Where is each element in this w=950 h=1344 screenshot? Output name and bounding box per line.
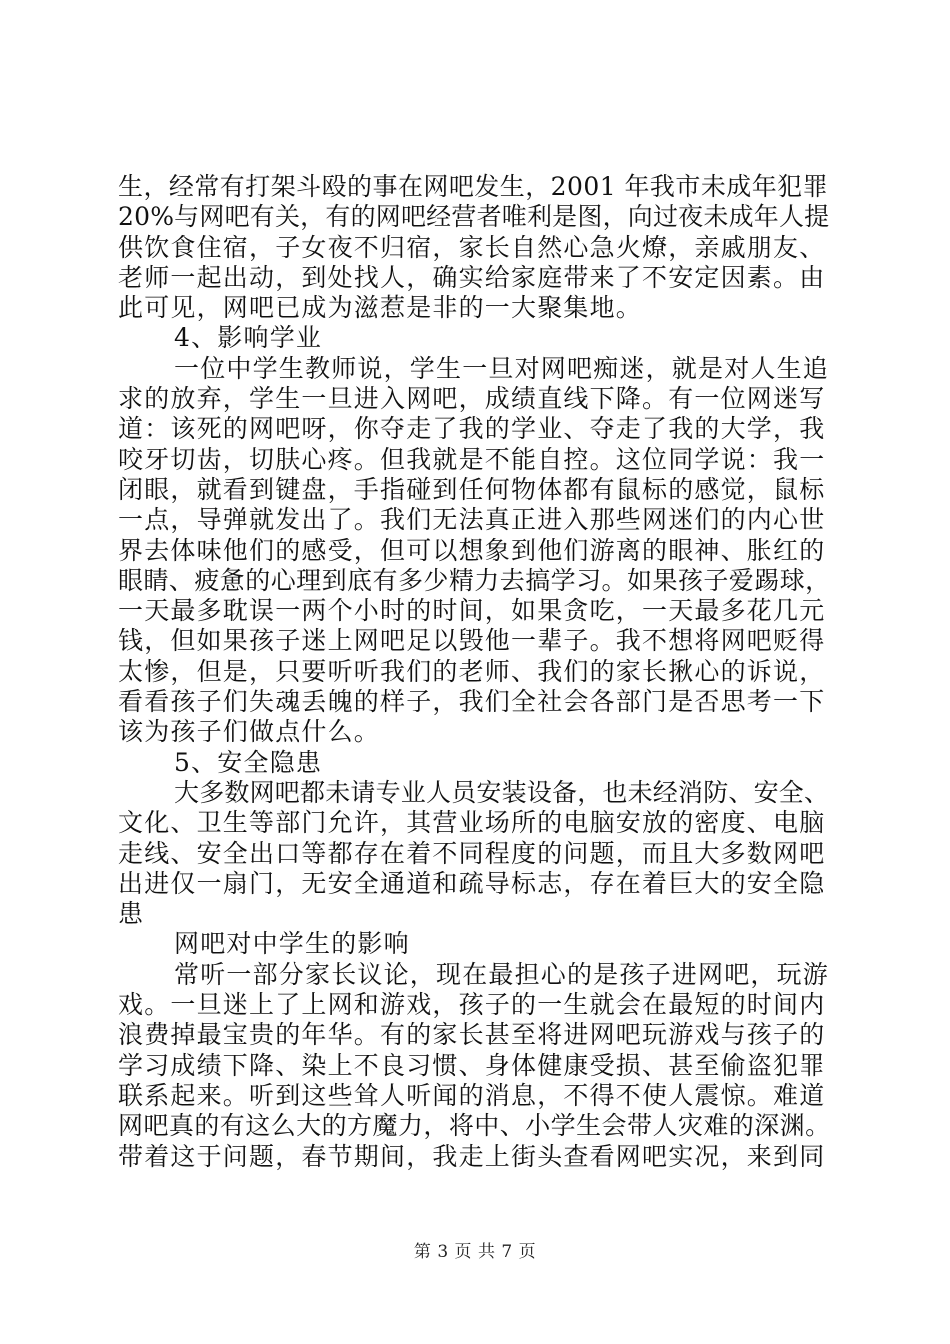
text-line: 供饮食住宿，子女夜不归宿，家长自然心急火燎，亲戚朋友、 bbox=[118, 232, 826, 262]
text-line: 咬牙切齿，切肤心疼。但我就是不能自控。这位同学说：我一 bbox=[118, 444, 826, 474]
text-line: 浪费掉最宝贵的年华。有的家长甚至将进网吧玩游戏与孩子的 bbox=[118, 1020, 826, 1050]
document-body bbox=[118, 172, 832, 1172]
text-line: 求的放弃，学生一旦进入网吧，成绩直线下降。有一位网迷写 bbox=[118, 384, 826, 414]
text-line: 出进仅一扇门，无安全通道和疏导标志，存在着巨大的安全隐 bbox=[118, 868, 826, 898]
text-line: 5、安全隐患 bbox=[174, 747, 323, 777]
text-line: 4、影响学业 bbox=[174, 323, 323, 353]
text-line: 太惨，但是，只要听听我们的老师、我们的家长揪心的诉说， bbox=[118, 656, 826, 686]
text-line: 联系起来。听到这些耸人听闻的消息，不得不使人震惊。难道 bbox=[118, 1080, 826, 1110]
text-line: 网吧对中学生的影响 bbox=[174, 929, 410, 959]
text-line: 网吧真的有这么大的方魔力，将中、小学生会带人灾难的深渊。 bbox=[118, 1111, 831, 1141]
text-line: 一位中学生教师说，学生一旦对网吧痴迷，就是对人生追 bbox=[174, 353, 830, 383]
text-line: 该为孩子们做点什么。 bbox=[118, 717, 381, 747]
text-line: 此可见，网吧已成为滋惹是非的一大聚集地。 bbox=[118, 293, 643, 323]
text-line: 患 bbox=[118, 899, 145, 929]
text-line: 学习成绩下降、染上不良习惯、身体健康受损、甚至偷盗犯罪 bbox=[118, 1050, 826, 1080]
text-line: 一点，导弹就发出了。我们无法真正进入那些网迷们的内心世 bbox=[118, 505, 826, 535]
text-line: 道：该死的网吧呀，你夺走了我的学业、夺走了我的大学，我 bbox=[118, 414, 826, 444]
text-line: 老师一起出动，到处找人，确实给家庭带来了不安定因素。由 bbox=[118, 262, 826, 292]
text-line: 戏。一旦迷上了上网和游戏，孩子的一生就会在最短的时间内 bbox=[118, 990, 826, 1020]
text-line: 闭眼，就看到键盘，手指碰到任何物体都有鼠标的感觉，鼠标 bbox=[118, 474, 826, 504]
text-line: 一天最多耽误一两个小时的时间，如果贪吃，一天最多花几元 bbox=[118, 596, 826, 626]
text-line: 生，经常有打架斗殴的事在网吧发生，2001 年我市未成年犯罪 bbox=[118, 172, 829, 201]
text-line: 看看孩子们失魂丢魄的样子，我们全社会各部门是否思考一下 bbox=[118, 687, 826, 717]
text-line: 大多数网吧都未请专业人员安装设备，也未经消防、安全、 bbox=[174, 777, 830, 807]
text-line: 界去体味他们的感受，但可以想象到他们游离的眼神、胀红的 bbox=[118, 535, 826, 565]
text-line: 文化、卫生等部门允许，其营业场所的电脑安放的密度、电脑 bbox=[118, 808, 826, 838]
text-line: 20%与网吧有关，有的网吧经营者唯利是图，向过夜未成年人提 bbox=[118, 202, 830, 232]
text-line: 钱，但如果孩子迷上网吧足以毁他一辈子。我不想将网吧贬得 bbox=[118, 626, 826, 656]
text-line: 走线、安全出口等都存在着不同程度的问题，而且大多数网吧 bbox=[118, 838, 826, 868]
text-line: 眼睛、疲惫的心理到底有多少精力去搞学习。如果孩子爱踢球， bbox=[118, 565, 831, 595]
page-footer: 第 3 页 共 7 页 bbox=[413, 1242, 537, 1262]
text-line: 带着这于问题，春节期间，我走上街头查看网吧实况，来到同 bbox=[118, 1141, 826, 1171]
text-line: 常听一部分家长议论，现在最担心的是孩子进网吧，玩游 bbox=[174, 959, 830, 989]
